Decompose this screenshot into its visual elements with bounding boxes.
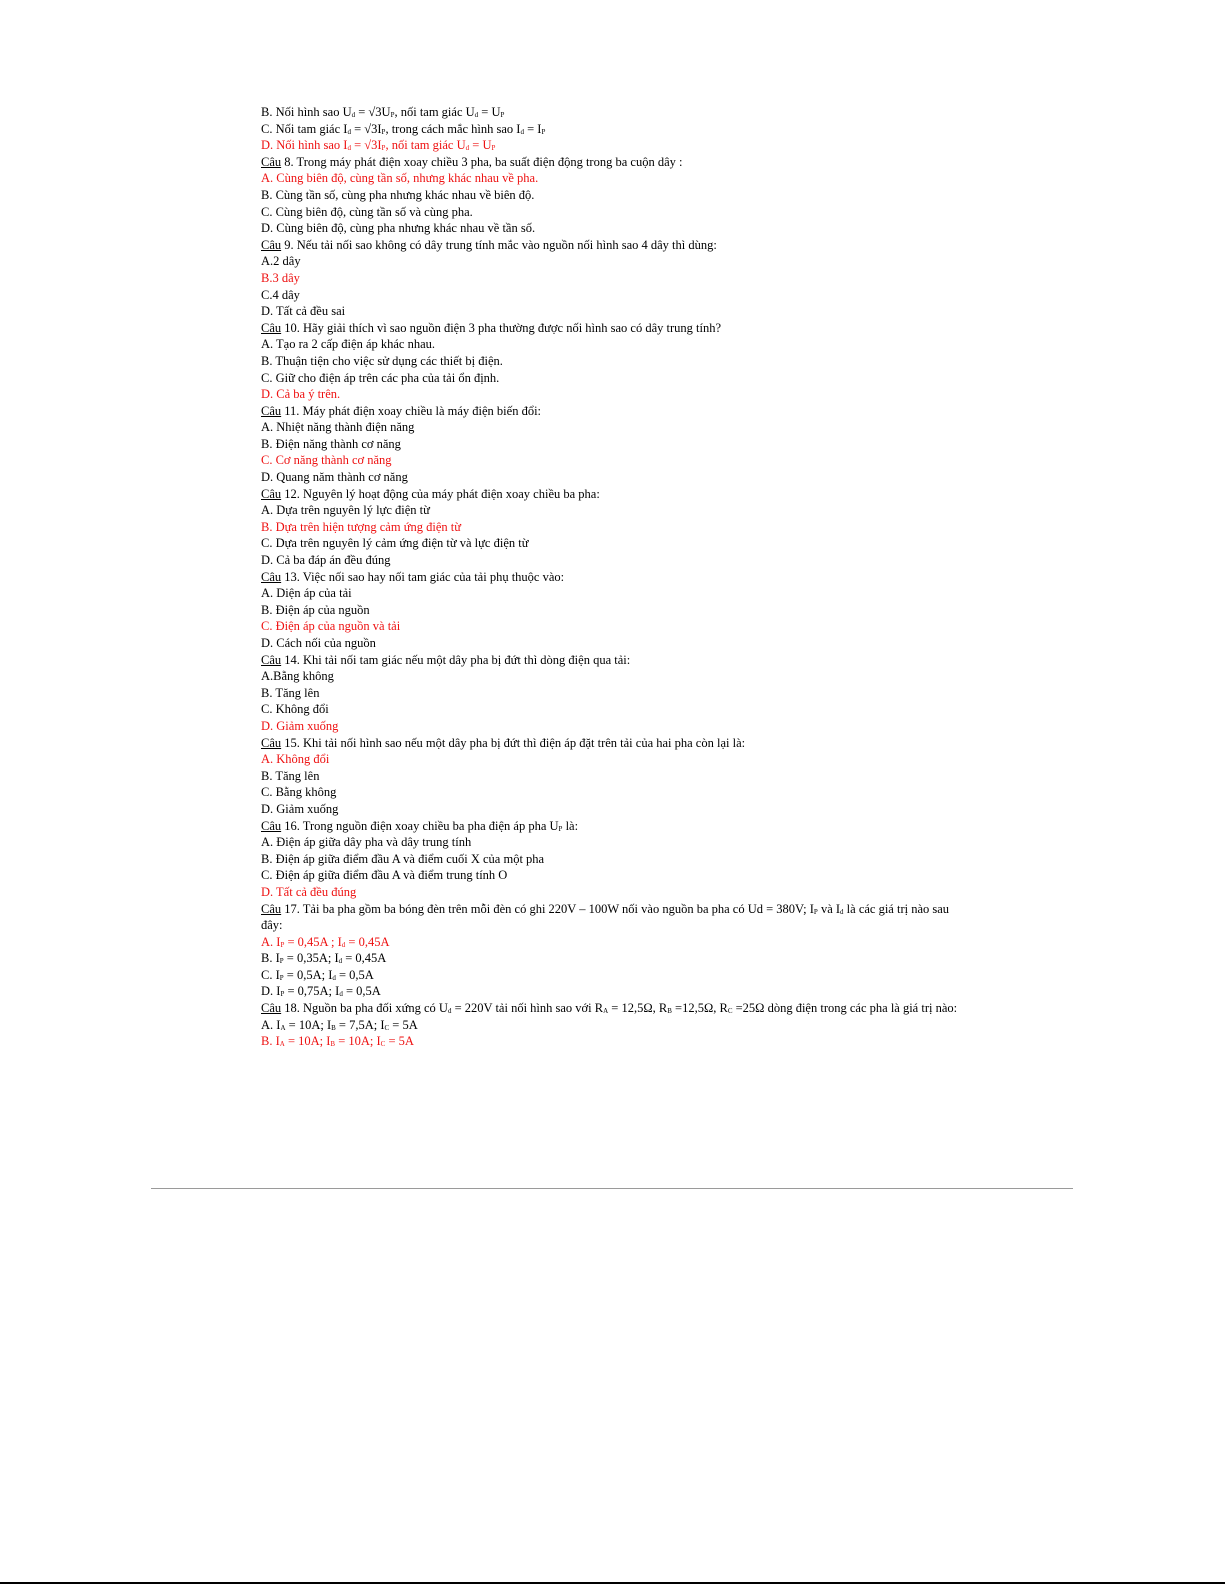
page-separator: [151, 1188, 1073, 1189]
answer-option-correct: C. Điện áp của nguồn và tải: [261, 619, 401, 634]
question-line: [261, 320, 971, 337]
question-line: [261, 569, 971, 586]
answer-option: A. Dựa trên nguyên lý lực điện từ: [261, 503, 430, 518]
document-body: [261, 104, 971, 1050]
answer-option-correct: D. Cả ba ý trên.: [261, 387, 341, 402]
answer-option: C. Giữ cho điện áp trên các pha của tải ổn định.: [261, 370, 500, 385]
question-label: Câu: [261, 1001, 282, 1016]
question-text: 9. Nếu tải nối sao không có dây trung tính mắc vào nguồn nối hình sao 4 dây thì dùng:: [281, 237, 717, 252]
answer-option: B. Tăng lên: [261, 685, 320, 700]
answer-option-correct: D. Nối hình sao $I_d = √3I_P$, nối tam giác $U_d = U_P$: [261, 138, 496, 153]
question-label: Câu: [261, 735, 282, 750]
answer-option: C. Cùng biên độ, cùng tần số và cùng pha.: [261, 204, 473, 219]
answer-option: A. $I_A = 10A$; $I_B = 7,5A$; $I_C = 5A$: [261, 1017, 418, 1032]
answer-option-correct: B. Dựa trên hiện tượng cảm ứng điện từ: [261, 519, 461, 534]
answer-option: B. Tăng lên: [261, 768, 320, 783]
question-line: [261, 1000, 971, 1017]
answer-option: C.4 dây: [261, 287, 300, 302]
question-label: Câu: [261, 154, 282, 169]
answer-option: A.2 dây: [261, 254, 301, 269]
answer-option: C. $I_P = 0,5A$; $I_d = 0,5A$: [261, 967, 374, 982]
answer-option: B. Điện áp giữa điểm đầu A và điểm cuối X của một pha: [261, 851, 545, 866]
answer-option: D. Quang năm thành cơ năng: [261, 470, 408, 485]
question-text: 14. Khi tải nối tam giác nếu một dây pha bị đứt thì dòng điện qua tải:: [281, 652, 631, 667]
answer-option: B. Nối hình sao $U_d = √3U_P$, nối tam giác $U_d = U_P$: [261, 105, 505, 119]
question-text: 10. Hãy giải thích vì sao nguồn điện 3 pha thường được nối hình sao có dây trung tính?: [281, 320, 722, 335]
answer-option: A.Bằng không: [261, 669, 334, 684]
answer-option-correct: A. $I_P = 0,45A$ ; $I_d = 0,45A$: [261, 934, 390, 949]
question-text: 8. Trong máy phát điện xoay chiều 3 pha, ba suất điện động trong ba cuộn dây :: [281, 154, 683, 169]
answer-option-correct: D. Tất cả đều đúng: [261, 884, 357, 899]
question-text: 17. Tải ba pha gồm ba bóng đèn trên mỗi đèn có ghi 220V – 100W nối vào nguồn ba pha có Ud = 380V; $I_P$ và $I_d$ là các giá trị nào sau đây:: [261, 901, 950, 933]
bottom-border: [0, 1582, 1225, 1584]
question-label: Câu: [261, 818, 282, 833]
question-line: [261, 237, 971, 254]
question-line: [261, 901, 971, 934]
answer-option: D. Cách nối của nguồn: [261, 636, 376, 650]
question-text: 18. Nguồn ba pha đối xứng có $U_d = 220V$ tải nối hình sao với $R_A = 12,5\Omega$, $R_B =12,5\Omega$, $R_C =25\Omega$ dòng điện trong các pha là giá trị nào:: [281, 1001, 958, 1016]
question-text: 12. Nguyên lý hoạt động của máy phát điện xoay chiều ba pha:: [281, 486, 600, 501]
question-line: [261, 735, 971, 752]
answer-option: B. Cùng tần số, cùng pha nhưng khác nhau về biên độ.: [261, 187, 535, 202]
question-label: Câu: [261, 320, 282, 335]
question-text: 13. Việc nối sao hay nối tam giác của tải phụ thuộc vào:: [281, 569, 565, 584]
question-label: Câu: [261, 237, 282, 252]
answer-option-correct: D. Giảm xuống: [261, 718, 339, 733]
answer-option: A. Nhiệt năng thành điện năng: [261, 420, 415, 435]
answer-option: D. Cả ba đáp án đều đúng: [261, 553, 391, 568]
answer-option-correct: B.3 dây: [261, 270, 300, 285]
question-text: 11. Máy phát điện xoay chiều là máy điện biến đổi:: [281, 403, 542, 418]
answer-option: B. Điện áp của nguồn: [261, 602, 370, 617]
question-text: 15. Khi tải nối hình sao nếu một dây pha bị đứt thì điện áp đặt trên tải của hai pha còn lại là:: [281, 735, 746, 750]
answer-option: A. Tạo ra 2 cấp điện áp khác nhau.: [261, 337, 436, 352]
answer-option: A. Diện áp của tải: [261, 586, 352, 601]
question-line: [261, 652, 971, 669]
question-label: Câu: [261, 569, 282, 584]
question-line: [261, 486, 971, 503]
question-label: Câu: [261, 486, 282, 501]
answer-option: A. Điện áp giữa dây pha và dây trung tính: [261, 835, 472, 850]
answer-option: D. $I_P = 0,75A$; $I_d = 0,5A$: [261, 984, 381, 999]
question-label: Câu: [261, 652, 282, 667]
answer-option: C. Điện áp giữa điểm đầu A và điểm trung tính O: [261, 868, 508, 883]
answer-option: C. Không đổi: [261, 702, 329, 717]
question-label: Câu: [261, 403, 282, 418]
answer-option-correct: B. $I_A = 10A$; $I_B = 10A$; $I_C = 5A$: [261, 1034, 414, 1049]
answer-option: B. Thuận tiện cho việc sử dụng các thiết bị điện.: [261, 353, 503, 368]
answer-option: C. Dựa trên nguyên lý cảm ứng điện từ và lực điện từ: [261, 536, 529, 551]
question-line: [261, 154, 971, 171]
answer-option: D. Giảm xuống: [261, 801, 339, 816]
question-line: [261, 403, 971, 420]
answer-option-correct: A. Không đổi: [261, 752, 330, 767]
answer-option: B. $I_P = 0,35A$; $I_d = 0,45A$: [261, 951, 387, 966]
answer-option-correct: C. Cơ năng thành cơ năng: [261, 453, 392, 468]
answer-option: B. Điện năng thành cơ năng: [261, 436, 401, 451]
answer-option: C. Nối tam giác $I_d = √3I_P$, trong cách mắc hình sao $I_d = I_P$: [261, 121, 546, 136]
question-label: Câu: [261, 901, 282, 916]
answer-option: C. Bằng không: [261, 785, 337, 800]
question-text: 16. Trong nguồn điện xoay chiều ba pha điện áp pha $U_P$ là:: [281, 818, 579, 833]
answer-option: D. Tất cả đều sai: [261, 304, 346, 319]
question-line: [261, 818, 971, 835]
answer-option: D. Cùng biên độ, cùng pha nhưng khác nhau về tần số.: [261, 221, 536, 236]
answer-option-correct: A. Cùng biên độ, cùng tần số, nhưng khác nhau về pha.: [261, 171, 539, 186]
